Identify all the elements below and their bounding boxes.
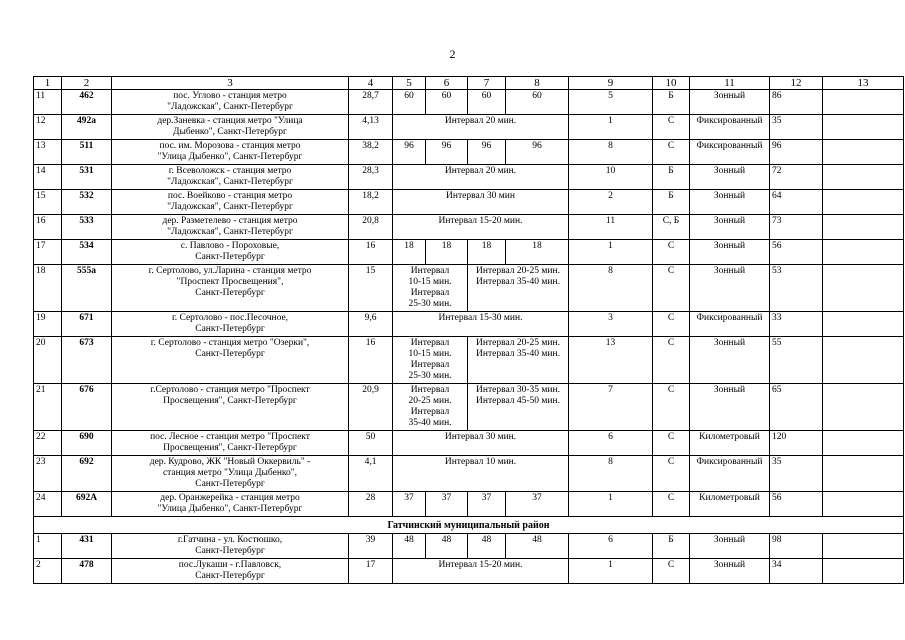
route-name-cell: г. Сертолово - станция метро "Озерки", Санкт-Петербург — [112, 337, 349, 384]
route-name-cell: с. Павлово - Пороховые, Санкт-Петербург — [112, 240, 349, 265]
route-length-cell: 16 — [349, 240, 393, 265]
empty-cell-13 — [823, 115, 904, 140]
section-row — [34, 517, 904, 534]
fare-type-cell: Зонный — [690, 534, 770, 559]
table-row — [34, 312, 904, 337]
table-row — [34, 90, 904, 115]
vehicle-count-cell: 1 — [569, 559, 653, 584]
table-row — [34, 215, 904, 240]
vehicle-class-cell: С — [653, 559, 690, 584]
table-row — [34, 115, 904, 140]
column-header: 6 — [426, 77, 468, 90]
empty-cell-13 — [823, 534, 904, 559]
interval-cell-a: Интервал 10-15 мин. Интервал 25-30 мин. — [393, 265, 468, 312]
vehicle-class-cell: С — [653, 492, 690, 517]
route-code-cell: 431 — [62, 534, 112, 559]
route-code-cell: 555а — [62, 265, 112, 312]
route-name-cell: пос. Лесное - станция метро "Проспект Просвещения", Санкт-Петербург — [112, 431, 349, 456]
route-code-cell: 478 — [62, 559, 112, 584]
vehicle-class-cell: С — [653, 115, 690, 140]
route-length-cell: 4,1 — [349, 456, 393, 492]
fare-value-cell: 72 — [770, 165, 823, 190]
vehicle-class-cell: Б — [653, 90, 690, 115]
table-body — [34, 77, 904, 584]
route-length-cell: 38,2 — [349, 140, 393, 165]
row-number-cell: 1 — [34, 534, 62, 559]
route-code-cell: 533 — [62, 215, 112, 240]
section-title: Гатчинский муниципальный район — [34, 517, 904, 534]
vehicle-count-cell: 6 — [569, 431, 653, 456]
route-code-cell: 462 — [62, 90, 112, 115]
row-number-cell: 12 — [34, 115, 62, 140]
value-cell-6: 18 — [426, 240, 468, 265]
route-code-cell: 673 — [62, 337, 112, 384]
interval-cell: Интервал 10 мин. — [393, 456, 569, 492]
row-number-cell: 19 — [34, 312, 62, 337]
value-cell-5: 60 — [393, 90, 426, 115]
column-header: 2 — [62, 77, 112, 90]
route-code-cell: 692А — [62, 492, 112, 517]
value-cell-8: 37 — [506, 492, 569, 517]
empty-cell-13 — [823, 265, 904, 312]
vehicle-class-cell: С — [653, 240, 690, 265]
fare-type-cell: Фиксированный — [690, 456, 770, 492]
fare-value-cell: 56 — [770, 492, 823, 517]
value-cell-5: 18 — [393, 240, 426, 265]
vehicle-count-cell: 7 — [569, 384, 653, 431]
route-name-cell: пос.Лукаши - г.Павловск, Санкт-Петербург — [112, 559, 349, 584]
route-name-cell: г.Сертолово - станция метро "Проспект Просвещения", Санкт-Петербург — [112, 384, 349, 431]
vehicle-count-cell: 11 — [569, 215, 653, 240]
value-cell-7: 48 — [468, 534, 506, 559]
route-code-cell: 671 — [62, 312, 112, 337]
route-name-cell: пос. Воейково - станция метро "Ладожская", Санкт-Петербург — [112, 190, 349, 215]
value-cell-7: 96 — [468, 140, 506, 165]
empty-cell-13 — [823, 90, 904, 115]
empty-cell-13 — [823, 337, 904, 384]
row-number-cell: 20 — [34, 337, 62, 384]
vehicle-count-cell: 8 — [569, 265, 653, 312]
route-name-cell: пос. им. Морозова - станция метро "Улица Дыбенко", Санкт-Петербург — [112, 140, 349, 165]
route-name-cell: дер.Заневка - станция метро "Улица Дыбенко", Санкт-Петербург — [112, 115, 349, 140]
fare-type-cell: Фиксированный — [690, 140, 770, 165]
row-number-cell: 21 — [34, 384, 62, 431]
route-length-cell: 9,6 — [349, 312, 393, 337]
value-cell-6: 60 — [426, 90, 468, 115]
header-row — [34, 77, 904, 90]
row-number-cell: 17 — [34, 240, 62, 265]
row-number-cell: 11 — [34, 90, 62, 115]
table-row — [34, 265, 904, 312]
route-name-cell: г. Сертолово - пос.Песочное, Санкт-Петербург — [112, 312, 349, 337]
fare-value-cell: 86 — [770, 90, 823, 115]
row-number-cell: 14 — [34, 165, 62, 190]
routes-table — [33, 76, 904, 584]
fare-value-cell: 33 — [770, 312, 823, 337]
vehicle-count-cell: 5 — [569, 90, 653, 115]
column-header: 13 — [823, 77, 904, 90]
vehicle-class-cell: С — [653, 140, 690, 165]
interval-cell: Интервал 20 мин. — [393, 165, 569, 190]
route-name-cell: г.Гатчина - ул. Костюшко, Санкт-Петербург — [112, 534, 349, 559]
route-code-cell: 690 — [62, 431, 112, 456]
value-cell-8: 96 — [506, 140, 569, 165]
vehicle-class-cell: С — [653, 337, 690, 384]
vehicle-count-cell: 13 — [569, 337, 653, 384]
value-cell-7: 37 — [468, 492, 506, 517]
vehicle-count-cell: 8 — [569, 140, 653, 165]
vehicle-class-cell: Б — [653, 165, 690, 190]
fare-value-cell: 98 — [770, 534, 823, 559]
fare-value-cell: 73 — [770, 215, 823, 240]
fare-type-cell: Зонный — [690, 215, 770, 240]
value-cell-5: 48 — [393, 534, 426, 559]
fare-type-cell: Зонный — [690, 190, 770, 215]
row-number-cell: 15 — [34, 190, 62, 215]
empty-cell-13 — [823, 492, 904, 517]
interval-cell: Интервал 30 мин. — [393, 431, 569, 456]
column-header: 9 — [569, 77, 653, 90]
route-code-cell: 676 — [62, 384, 112, 431]
route-code-cell: 511 — [62, 140, 112, 165]
table-row — [34, 534, 904, 559]
fare-type-cell: Зонный — [690, 165, 770, 190]
interval-cell-b: Интервал 30-35 мин. Интервал 45-50 мин. — [468, 384, 569, 431]
vehicle-class-cell: С — [653, 431, 690, 456]
table-row — [34, 456, 904, 492]
fare-type-cell: Зонный — [690, 337, 770, 384]
fare-value-cell: 53 — [770, 265, 823, 312]
route-length-cell: 16 — [349, 337, 393, 384]
table-row — [34, 140, 904, 165]
column-header: 5 — [393, 77, 426, 90]
route-length-cell: 39 — [349, 534, 393, 559]
fare-type-cell: Фиксированный — [690, 312, 770, 337]
vehicle-count-cell: 8 — [569, 456, 653, 492]
table-row — [34, 384, 904, 431]
fare-value-cell: 35 — [770, 456, 823, 492]
table-row — [34, 559, 904, 584]
route-code-cell: 534 — [62, 240, 112, 265]
route-code-cell: 492а — [62, 115, 112, 140]
row-number-cell: 24 — [34, 492, 62, 517]
route-length-cell: 50 — [349, 431, 393, 456]
route-length-cell: 20,8 — [349, 215, 393, 240]
fare-type-cell: Зонный — [690, 384, 770, 431]
interval-cell: Интервал 30 мин — [393, 190, 569, 215]
fare-value-cell: 65 — [770, 384, 823, 431]
vehicle-class-cell: Б — [653, 190, 690, 215]
fare-value-cell: 64 — [770, 190, 823, 215]
vehicle-count-cell: 2 — [569, 190, 653, 215]
route-name-cell: пос. Углово - станция метро "Ладожская", Санкт-Петербург — [112, 90, 349, 115]
empty-cell-13 — [823, 190, 904, 215]
route-length-cell: 4,13 — [349, 115, 393, 140]
vehicle-class-cell: С — [653, 456, 690, 492]
interval-cell: Интервал 15-20 мин. — [393, 559, 569, 584]
route-name-cell: г. Сертолово, ул.Ларина - станция метро "Проспект Просвещения", Санкт-Петербург — [112, 265, 349, 312]
empty-cell-13 — [823, 140, 904, 165]
fare-value-cell: 35 — [770, 115, 823, 140]
fare-type-cell: Километровый — [690, 492, 770, 517]
interval-cell-b: Интервал 20-25 мин. Интервал 35-40 мин. — [468, 337, 569, 384]
column-header: 12 — [770, 77, 823, 90]
row-number-cell: 22 — [34, 431, 62, 456]
value-cell-5: 37 — [393, 492, 426, 517]
value-cell-6: 96 — [426, 140, 468, 165]
value-cell-7: 60 — [468, 90, 506, 115]
empty-cell-13 — [823, 431, 904, 456]
vehicle-class-cell: С — [653, 265, 690, 312]
fare-value-cell: 56 — [770, 240, 823, 265]
route-name-cell: г. Всеволожск - станция метро "Ладожская", Санкт-Петербург — [112, 165, 349, 190]
vehicle-class-cell: Б — [653, 534, 690, 559]
route-length-cell: 17 — [349, 559, 393, 584]
vehicle-count-cell: 3 — [569, 312, 653, 337]
value-cell-6: 37 — [426, 492, 468, 517]
vehicle-count-cell: 1 — [569, 492, 653, 517]
interval-cell-a: Интервал 20-25 мин. Интервал 35-40 мин. — [393, 384, 468, 431]
route-length-cell: 18,2 — [349, 190, 393, 215]
row-number-cell: 16 — [34, 215, 62, 240]
empty-cell-13 — [823, 215, 904, 240]
route-code-cell: 532 — [62, 190, 112, 215]
empty-cell-13 — [823, 240, 904, 265]
row-number-cell: 2 — [34, 559, 62, 584]
value-cell-7: 18 — [468, 240, 506, 265]
route-name-cell: дер. Оранжерейка - станция метро "Улица Дыбенко", Санкт-Петербург — [112, 492, 349, 517]
vehicle-count-cell: 10 — [569, 165, 653, 190]
column-header: 4 — [349, 77, 393, 90]
row-number-cell: 18 — [34, 265, 62, 312]
table-row — [34, 431, 904, 456]
column-header: 10 — [653, 77, 690, 90]
column-header: 11 — [690, 77, 770, 90]
route-length-cell: 28 — [349, 492, 393, 517]
fare-type-cell: Фиксированный — [690, 115, 770, 140]
table-row — [34, 165, 904, 190]
page-number: 2 — [449, 47, 456, 61]
row-number-cell: 23 — [34, 456, 62, 492]
interval-cell: Интервал 15-30 мин. — [393, 312, 569, 337]
interval-cell: Интервал 15-20 мин. — [393, 215, 569, 240]
value-cell-6: 48 — [426, 534, 468, 559]
vehicle-count-cell: 1 — [569, 240, 653, 265]
interval-cell-b: Интервал 20-25 мин. Интервал 35-40 мин. — [468, 265, 569, 312]
vehicle-count-cell: 6 — [569, 534, 653, 559]
route-length-cell: 28,3 — [349, 165, 393, 190]
column-header: 1 — [34, 77, 62, 90]
table-row — [34, 190, 904, 215]
column-header: 8 — [506, 77, 569, 90]
fare-type-cell: Зонный — [690, 240, 770, 265]
value-cell-8: 60 — [506, 90, 569, 115]
empty-cell-13 — [823, 559, 904, 584]
interval-cell: Интервал 20 мин. — [393, 115, 569, 140]
route-length-cell: 28,7 — [349, 90, 393, 115]
fare-value-cell: 96 — [770, 140, 823, 165]
route-length-cell: 20,9 — [349, 384, 393, 431]
row-number-cell: 13 — [34, 140, 62, 165]
empty-cell-13 — [823, 312, 904, 337]
vehicle-class-cell: С — [653, 384, 690, 431]
table-row — [34, 240, 904, 265]
fare-type-cell: Километровый — [690, 431, 770, 456]
value-cell-5: 96 — [393, 140, 426, 165]
route-name-cell: дер. Разметелево - станция метро "Ладожская", Санкт-Петербург — [112, 215, 349, 240]
route-length-cell: 15 — [349, 265, 393, 312]
value-cell-8: 48 — [506, 534, 569, 559]
empty-cell-13 — [823, 165, 904, 190]
value-cell-8: 18 — [506, 240, 569, 265]
vehicle-class-cell: С — [653, 312, 690, 337]
fare-type-cell: Зонный — [690, 559, 770, 584]
vehicle-class-cell: С, Б — [653, 215, 690, 240]
interval-cell-a: Интервал 10-15 мин. Интервал 25-30 мин. — [393, 337, 468, 384]
route-code-cell: 692 — [62, 456, 112, 492]
table-row — [34, 492, 904, 517]
fare-type-cell: Зонный — [690, 90, 770, 115]
route-name-cell: дер. Кудрово, ЖК "Новый Оккервиль" - станция метро "Улица Дыбенко", Санкт-Петербург — [112, 456, 349, 492]
fare-value-cell: 55 — [770, 337, 823, 384]
fare-value-cell: 34 — [770, 559, 823, 584]
fare-value-cell: 120 — [770, 431, 823, 456]
table-row — [34, 337, 904, 384]
column-header: 7 — [468, 77, 506, 90]
fare-type-cell: Зонный — [690, 265, 770, 312]
empty-cell-13 — [823, 456, 904, 492]
vehicle-count-cell: 1 — [569, 115, 653, 140]
empty-cell-13 — [823, 384, 904, 431]
route-code-cell: 531 — [62, 165, 112, 190]
column-header: 3 — [112, 77, 349, 90]
